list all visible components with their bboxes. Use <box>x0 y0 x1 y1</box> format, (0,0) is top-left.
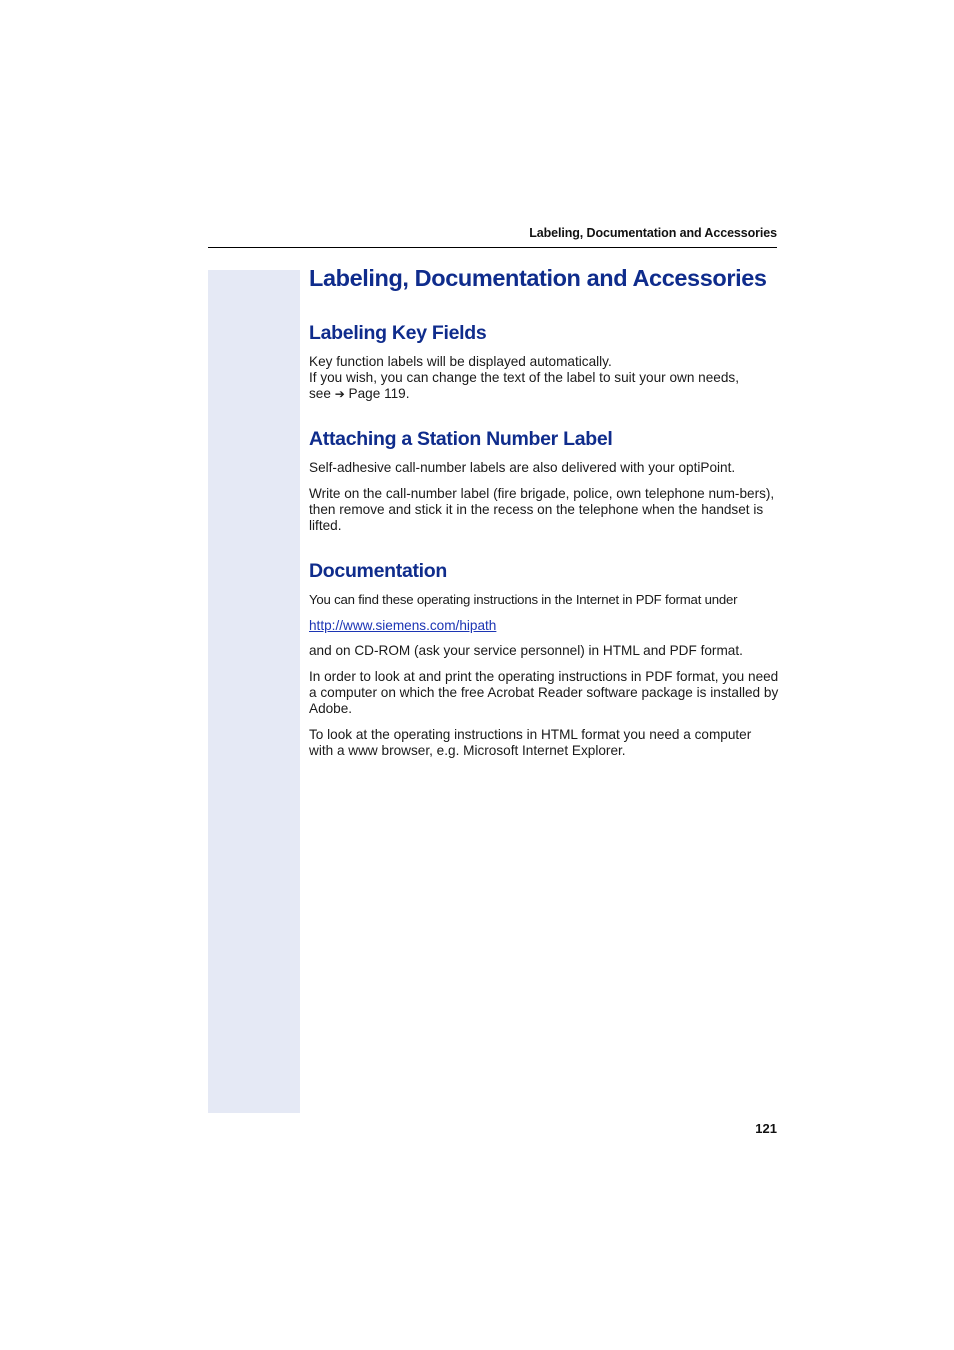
paragraph <box>309 354 779 402</box>
running-header: Labeling, Documentation and Accessories <box>529 226 777 240</box>
arrow-right-icon: ➔ <box>334 387 345 401</box>
paragraph: and on CD-ROM (ask your service personnel) in HTML and PDF format. <box>309 643 743 658</box>
paragraph: Write on the call-number label (fire brigade, police, own telephone num-bers), then remove and stick it in the recess on the telephone when the handset is lifted. <box>309 486 775 533</box>
paragraph: You can find these operating instructions in the Internet in PDF format under <box>309 592 738 607</box>
page-title: Labeling, Documentation and Accessories <box>309 265 767 291</box>
hipath-url-link[interactable]: http://www.siemens.com/hipath <box>309 618 497 633</box>
paragraph: Self-adhesive call-number labels are also delivered with your optiPoint. <box>309 460 736 475</box>
header-divider <box>208 247 777 248</box>
section-heading-documentation: Documentation <box>309 560 448 582</box>
paragraph: To look at the operating instructions in HTML format you need a computer with a www browser, e.g. Microsoft Internet Explorer. <box>309 727 752 758</box>
page-reference-link[interactable]: Page 119. <box>348 386 410 401</box>
paragraph <box>309 618 779 634</box>
page-number: 121 <box>755 1121 777 1136</box>
text-line: If you wish, you can change the text of the label to suit your own needs, <box>309 370 739 385</box>
paragraph: In order to look at and print the operating instructions in PDF format, you need a computer on which the free Acrobat Reader software package is installed by Adobe. <box>309 669 779 716</box>
section-heading-station-number-label: Attaching a Station Number Label <box>309 428 613 450</box>
page-content <box>309 262 779 759</box>
text-line: Key function labels will be displayed automatically. <box>309 354 612 369</box>
text-line: see <box>309 386 331 401</box>
section-heading-labeling-key-fields: Labeling Key Fields <box>309 322 487 344</box>
side-margin-panel <box>208 270 300 1113</box>
